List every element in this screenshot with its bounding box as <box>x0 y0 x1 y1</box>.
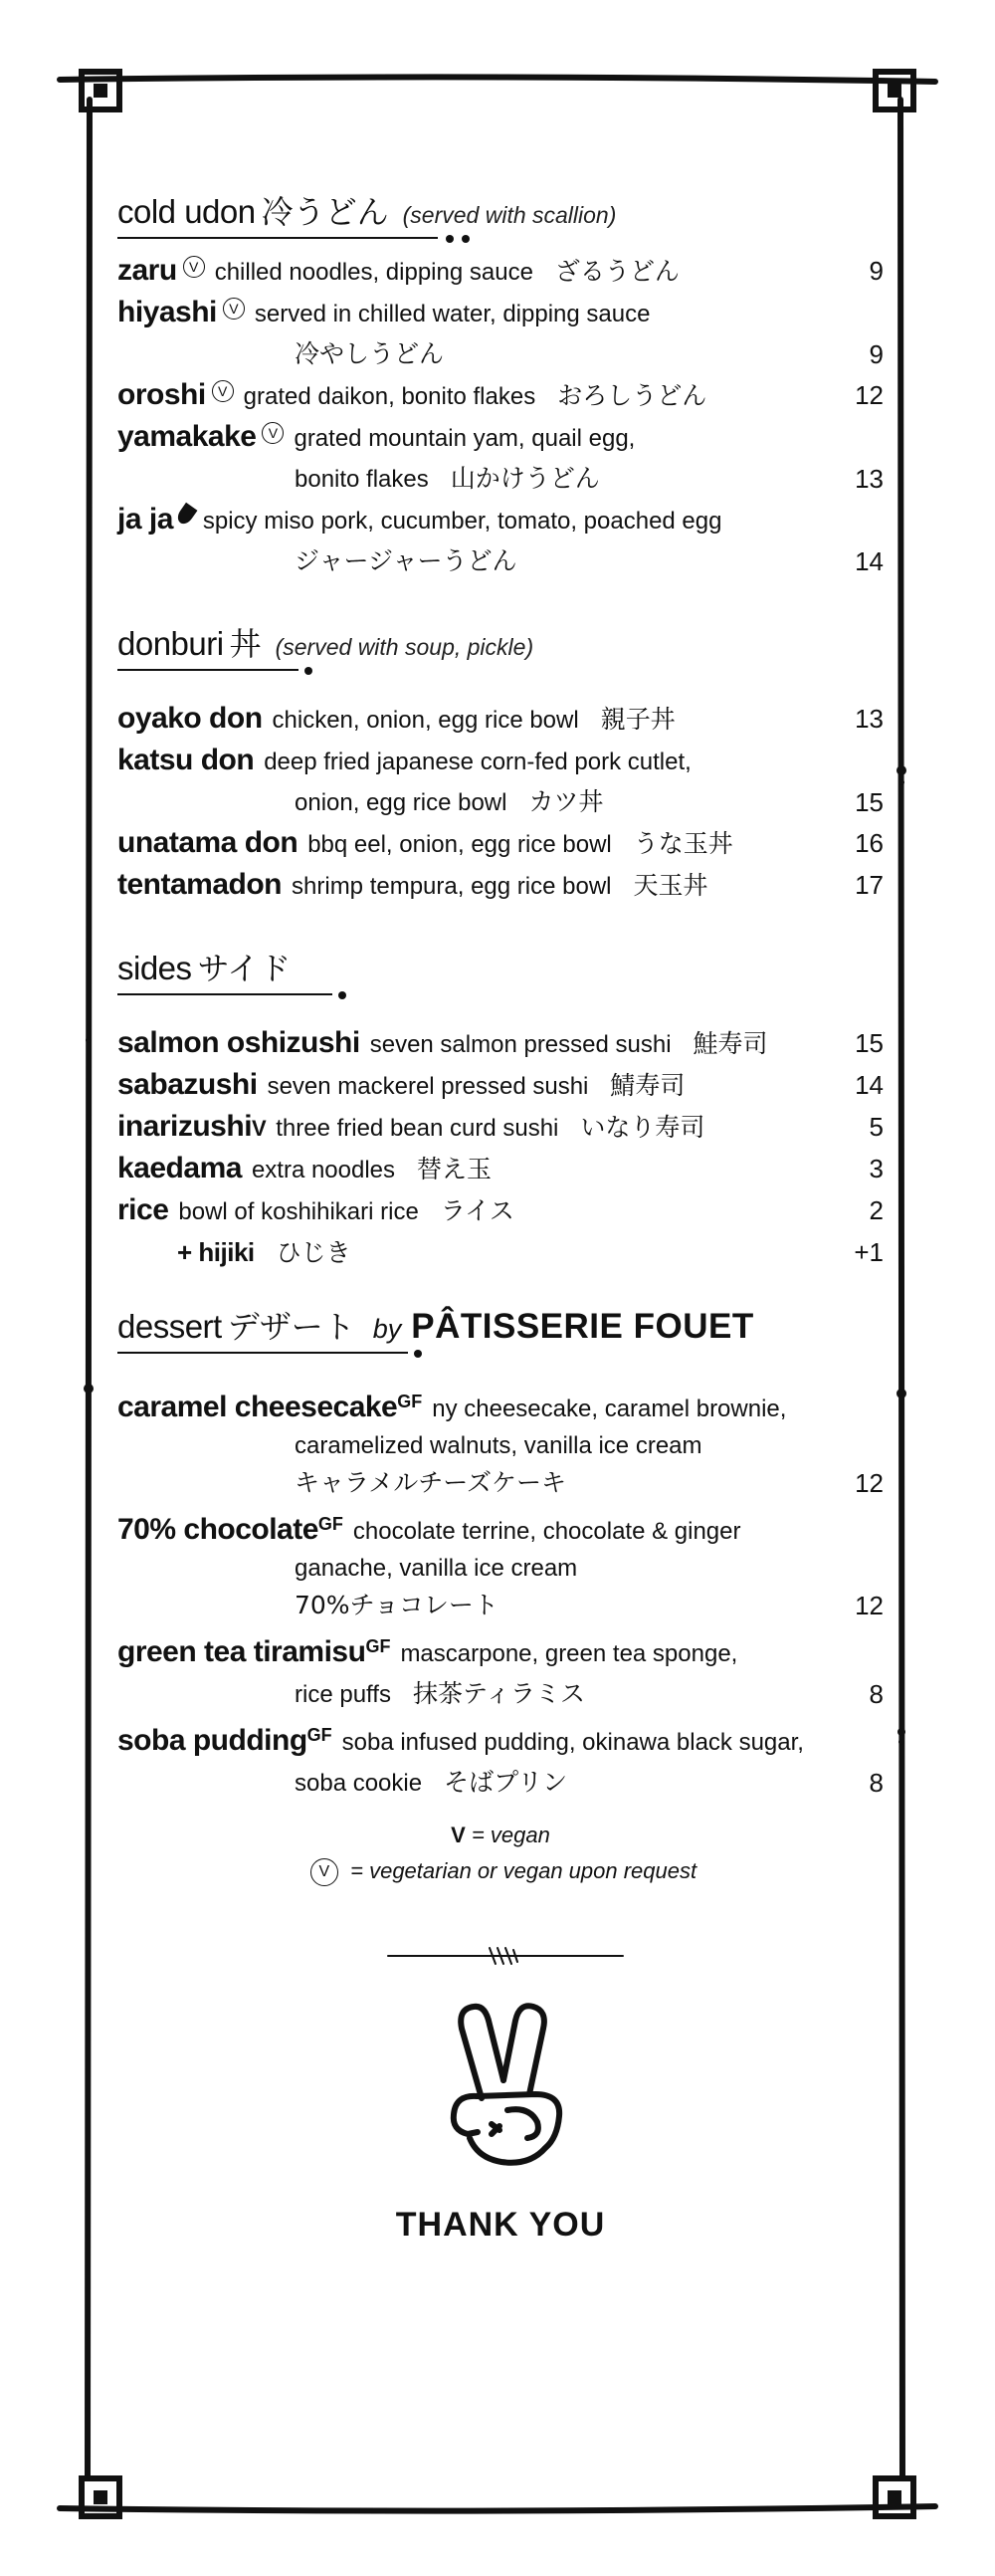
menu-item-caramel-cheesecake-jp <box>117 1463 884 1504</box>
underline-dot <box>414 1350 422 1358</box>
item-name: zaru <box>117 254 177 287</box>
item-price: 15 <box>855 787 884 817</box>
item-name: tentamadon <box>117 868 283 901</box>
section-underline <box>117 1352 408 1354</box>
item-desc: bbq eel, onion, egg rice bowl <box>307 831 612 858</box>
legend-vegetarian-text: = vegetarian or vegan upon request <box>350 1858 697 1883</box>
menu-item-katsu-don-cont <box>117 782 884 823</box>
item-name: soba pudding <box>117 1724 307 1757</box>
menu-item-hiyashi <box>117 293 884 334</box>
item-desc: served in chilled water, dipping sauce <box>254 301 651 327</box>
item-jp: うな玉丼 <box>633 829 733 858</box>
item-price: 9 <box>869 339 884 369</box>
item-desc: mascarpone, green tea sponge, <box>400 1640 738 1667</box>
item-jp: 替え玉 <box>417 1155 493 1183</box>
item-desc-2: onion, egg rice bowl <box>295 789 507 816</box>
section-sides <box>117 944 884 1274</box>
item-price: 8 <box>869 1768 884 1798</box>
item-price: 8 <box>869 1679 884 1709</box>
item-desc: seven salmon pressed sushi <box>369 1031 672 1058</box>
underline-dot <box>338 991 346 999</box>
item-desc: deep fried japanese corn-fed pork cutlet, <box>264 749 692 775</box>
item-name: yamakake <box>117 420 257 453</box>
section-underline <box>117 237 438 239</box>
section-name-jp: サイド <box>197 950 292 987</box>
section-name-jp: 冷うどん <box>261 193 389 231</box>
menu-item-yamakake-cont <box>117 459 884 500</box>
vegetarian-circle-icon: V <box>262 422 284 444</box>
menu-item-soba-pudding <box>117 1715 884 1763</box>
item-price: 13 <box>855 464 884 494</box>
item-price: 17 <box>855 870 884 900</box>
underline-dot <box>462 235 470 243</box>
underline-dot <box>446 235 454 243</box>
menu-item-hijiki <box>117 1232 884 1274</box>
item-price: 15 <box>855 1028 884 1058</box>
item-name: hiyashi <box>117 296 217 328</box>
underline-dot <box>304 667 312 675</box>
item-desc-2: soba cookie <box>295 1770 423 1797</box>
item-price: 14 <box>855 1070 884 1100</box>
item-desc-2: bonito flakes <box>295 466 429 493</box>
item-name: + hijiki <box>177 1237 255 1267</box>
menu-item-salmon-oshizushi <box>117 1023 884 1065</box>
vegan-icon: V <box>252 1116 267 1141</box>
menu-item-katsu-don <box>117 741 884 782</box>
item-price: 3 <box>869 1154 884 1183</box>
item-name: katsu don <box>117 744 255 776</box>
menu-item-tentamadon <box>117 865 884 907</box>
section-underline <box>117 993 332 995</box>
menu-item-ja-ja <box>117 500 884 541</box>
item-name: kaedama <box>117 1152 242 1184</box>
menu-item-chocolate-jp <box>117 1586 884 1626</box>
menu-item-green-tea-tiramisu-cont <box>117 1674 884 1715</box>
item-jp: おろしうどん <box>557 381 707 410</box>
item-name: ja ja <box>117 503 173 536</box>
item-desc-2: ganache, vanilla ice cream <box>295 1555 578 1582</box>
divider-ornament-icon <box>386 1946 625 1966</box>
menu-item-chocolate-cont <box>117 1552 884 1586</box>
item-desc: three fried bean curd sushi <box>276 1115 559 1142</box>
item-desc: soba infused pudding, okinawa black sugar, <box>341 1729 804 1756</box>
item-price: 5 <box>869 1112 884 1142</box>
section-title <box>117 944 884 993</box>
section-by: by <box>372 1314 402 1344</box>
vegetarian-circle-icon: V <box>183 256 205 278</box>
vegetarian-circle-icon: V <box>310 1858 338 1886</box>
section-name-jp: 丼 <box>229 625 262 663</box>
vegetarian-circle-icon: V <box>212 380 234 402</box>
item-desc: extra noodles <box>251 1157 396 1183</box>
item-desc: spicy miso pork, cucumber, tomato, poached egg <box>202 508 722 535</box>
item-name: green tea tiramisu <box>117 1635 366 1668</box>
item-jp: ひじき <box>276 1238 351 1267</box>
item-desc: shrimp tempura, egg rice bowl <box>292 873 612 900</box>
section-name: sides <box>117 950 192 986</box>
legend-vegan <box>117 1818 884 1853</box>
menu-item-inarizushi <box>117 1107 884 1149</box>
item-desc: seven mackerel pressed sushi <box>267 1073 589 1100</box>
item-name: rice <box>117 1193 169 1226</box>
item-jp: キャラメルチーズケーキ <box>295 1468 567 1497</box>
item-name: oyako don <box>117 702 263 735</box>
item-name: sabazushi <box>117 1068 258 1101</box>
item-price: +1 <box>854 1237 884 1267</box>
menu-item-green-tea-tiramisu <box>117 1626 884 1674</box>
item-jp: 冷やしうどん <box>295 339 445 368</box>
item-price: 12 <box>855 1468 884 1498</box>
gf-badge: GF <box>397 1392 423 1411</box>
item-price: 12 <box>855 380 884 410</box>
item-price: 12 <box>855 1591 884 1620</box>
menu-item-hiyashi-cont <box>117 334 884 375</box>
vegetarian-circle-icon: V <box>223 298 245 320</box>
item-jp: ざるうどん <box>554 257 680 286</box>
section-title <box>117 619 884 669</box>
item-jp: 70%チョコレート <box>295 1591 498 1619</box>
chili-icon <box>174 503 197 527</box>
item-name: caramel cheesecake <box>117 1391 398 1423</box>
section-name: donburi <box>117 625 224 662</box>
menu-item-sabazushi <box>117 1065 884 1107</box>
thank-you: THANK YOU <box>395 2206 606 2244</box>
menu-item-rice <box>117 1190 884 1232</box>
menu-item-soba-pudding-cont <box>117 1763 884 1804</box>
item-price: 9 <box>869 256 884 286</box>
item-desc: grated mountain yam, quail egg, <box>294 425 636 452</box>
section-note: (served with scallion) <box>402 202 617 228</box>
section-dessert <box>117 1302 884 1804</box>
item-desc: bowl of koshihikari rice <box>178 1198 419 1225</box>
diet-legend <box>117 1818 884 1889</box>
vegan-icon: V <box>451 1823 466 1847</box>
item-price: 2 <box>869 1195 884 1225</box>
section-name: cold udon <box>117 193 256 230</box>
item-name: inarizushi <box>117 1110 253 1143</box>
gf-badge: GF <box>306 1725 332 1745</box>
gf-badge: GF <box>317 1514 343 1534</box>
menu-item-oroshi <box>117 375 884 417</box>
item-jp: 抹茶ティラミス <box>412 1679 585 1708</box>
item-price: 14 <box>855 546 884 576</box>
item-jp: ジャージャーうどん <box>295 546 517 575</box>
menu-item-unatama-don <box>117 823 884 865</box>
section-name: dessert <box>117 1308 222 1345</box>
item-jp: 鮭寿司 <box>693 1029 768 1058</box>
item-jp: 親子丼 <box>600 705 676 734</box>
menu-item-yamakake <box>117 417 884 459</box>
menu-item-caramel-cheesecake <box>117 1382 884 1429</box>
peace-hand-icon <box>438 1999 573 2188</box>
item-jp: 山かけうどん <box>450 464 600 493</box>
item-desc: grated daikon, bonito flakes <box>243 383 536 410</box>
item-jp: 天玉丼 <box>633 871 708 900</box>
gf-badge: GF <box>365 1636 391 1656</box>
section-donburi <box>117 619 884 907</box>
patisserie-brand: PÂTISSERIE FOUET <box>411 1307 754 1346</box>
menu-item-kaedama <box>117 1149 884 1190</box>
section-name-jp: デザート <box>227 1308 355 1346</box>
item-desc-2: rice puffs <box>295 1681 391 1708</box>
section-title <box>117 187 884 237</box>
section-underline <box>117 669 298 671</box>
item-name: salmon oshizushi <box>117 1026 360 1059</box>
item-name: oroshi <box>117 378 206 411</box>
item-desc: chocolate terrine, chocolate & ginger <box>352 1518 741 1545</box>
item-jp: いなり寿司 <box>580 1113 705 1142</box>
item-jp: 鯖寿司 <box>610 1071 686 1100</box>
item-desc: chilled noodles, dipping sauce <box>214 259 533 286</box>
menu-item-caramel-cheesecake-cont <box>117 1429 884 1463</box>
menu-item-chocolate <box>117 1504 884 1552</box>
menu-item-zaru <box>117 251 884 293</box>
item-desc-2: caramelized walnuts, vanilla ice cream <box>295 1432 702 1459</box>
item-jp: そばプリン <box>444 1768 568 1797</box>
item-jp: ライス <box>440 1196 514 1225</box>
item-price: 16 <box>855 828 884 858</box>
item-price: 13 <box>855 704 884 734</box>
section-note: (served with soup, pickle) <box>275 634 534 660</box>
section-cold-udon <box>117 187 884 582</box>
item-name: unatama don <box>117 826 298 859</box>
item-desc: chicken, onion, egg rice bowl <box>272 707 579 734</box>
item-name: 70% chocolate <box>117 1513 318 1546</box>
item-jp: カツ丼 <box>528 787 604 816</box>
menu-item-oyako-don <box>117 699 884 741</box>
item-desc: ny cheesecake, caramel brownie, <box>432 1395 787 1422</box>
legend-vegetarian <box>117 1853 884 1889</box>
section-title <box>117 1302 884 1352</box>
legend-vegan-text: = vegan <box>471 1823 550 1847</box>
menu-item-ja-ja-cont <box>117 541 884 582</box>
